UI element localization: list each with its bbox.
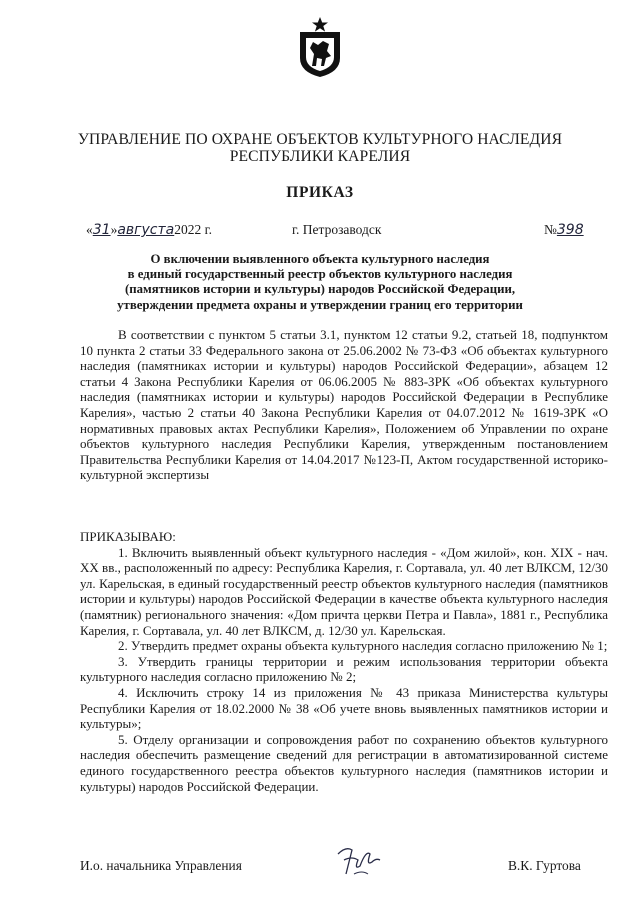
order-item-1: 1. Включить выявленный объект культурного наследия - «Дом жилой», кон. XIX - нач. XX вв., расположенный по адресу: Республика Карелия, г. Сортавала, ул. 40 лет ВЛКСМ, 12/30 ул. Карельская, в единый государственный реестр объектов культурного наследия (памятников истории и культуры) народов Российской Федерации в качестве объекта культурного наследия (памятник) регионального значения: «Дом причта церкви Петра и Павла», 1881 г., Республика Карелия, г. Сортавала, ул. 40 лет ВЛКСМ, д. 12/30 ул. Карельская.	[80, 544, 608, 638]
preamble	[80, 327, 608, 483]
document-type: ПРИКАЗ	[286, 184, 354, 201]
subject-line-2: в единый государственный реестр объектов культурного наследия	[127, 267, 513, 282]
number-prefix: №	[544, 222, 557, 237]
org-line-1: УПРАВЛЕНИЕ ПО ОХРАНЕ ОБЪЕКТОВ КУЛЬТУРНОГО НАСЛЕДИЯ	[77, 131, 563, 148]
karelia-coat-of-arms-icon	[296, 14, 344, 78]
date-year: 2022 г.	[174, 222, 212, 237]
order-city: г. Петрозаводск	[292, 222, 382, 237]
order-item-2: 2. Утвердить предмет охраны объекта культурного наследия согласно приложению № 1;	[118, 638, 608, 654]
signatory-title: И.о. начальника Управления	[80, 858, 242, 873]
subject-line-1: О включении выявленного объекта культурного наследия	[150, 252, 490, 266]
order-date	[86, 222, 212, 240]
date-quote-close: »	[110, 222, 118, 237]
date-day: 31	[92, 222, 111, 238]
order-item-5: 5. Отделу организации и сопровождения работ по сохранению объектов культурного наследия обеспечить размещение сведений для регистрации в автоматизированной системе единого государственного реестра объектов культурного наследия (памятников истории и культуры) народов Российской Федерации.	[80, 731, 608, 794]
preamble-text: В соответствии с пунктом 5 статьи 3.1, пунктом 12 статьи 9.2, статьей 18, подпунктом 10 пункта 2 статьи 33 Федерального закона от 25.06.2002 № 73-ФЗ «Об объектах культурного наследия (памятниках истории и культуры) народов Российской Федерации», абзацем 12 статьи 4 Закона Республики Карелия от 06.06.2005 № 883-ЗРК «Об объектах культурного наследия (памятниках истории и культуры) народов Российской Федерации в Республике Карелия», частью 2 статьи 40 Закона Республики Карелия от 04.07.2012 № 1619-ЗРК «О нормативных правовых актах Республики Карелия», Положением об Управлении по охране объектов культурного наследия Республики Карелия, утвержденным постановлением Правительства Республики Карелия от 14.04.2017 №123-П, Актом государственной историко-культурной экспертизы	[80, 327, 608, 483]
subject-line-4: утверждении предмета охраны и утверждении границ его территории	[117, 297, 523, 312]
order-subject	[80, 252, 560, 313]
number-value: 398	[556, 222, 584, 238]
subject-line-3: (памятников истории и культуры) народов Российской Федерации,	[124, 282, 516, 297]
handwritten-signature-icon	[332, 840, 388, 880]
order-item-3: 3. Утвердить границы территории и режим использования территории объекта культурного наследия согласно приложению № 2;	[80, 653, 608, 685]
date-month: августа	[117, 222, 175, 238]
order-item-4: 4. Исключить строку 14 из приложения № 43 приказа Министерства культуры Республики Карелия от 18.02.2000 № 38 «Об учете вновь выявленных памятников истории и культуры»;	[80, 684, 608, 732]
order-body	[80, 529, 608, 794]
order-word: ПРИКАЗЫВАЮ:	[80, 529, 176, 544]
order-number	[544, 222, 584, 240]
signatory-name: В.К. Гуртова	[508, 858, 581, 873]
date-quote-open: «	[86, 222, 93, 237]
organization-header	[40, 131, 600, 165]
org-line-2: РЕСПУБЛИКИ КАРЕЛИЯ	[229, 148, 411, 165]
